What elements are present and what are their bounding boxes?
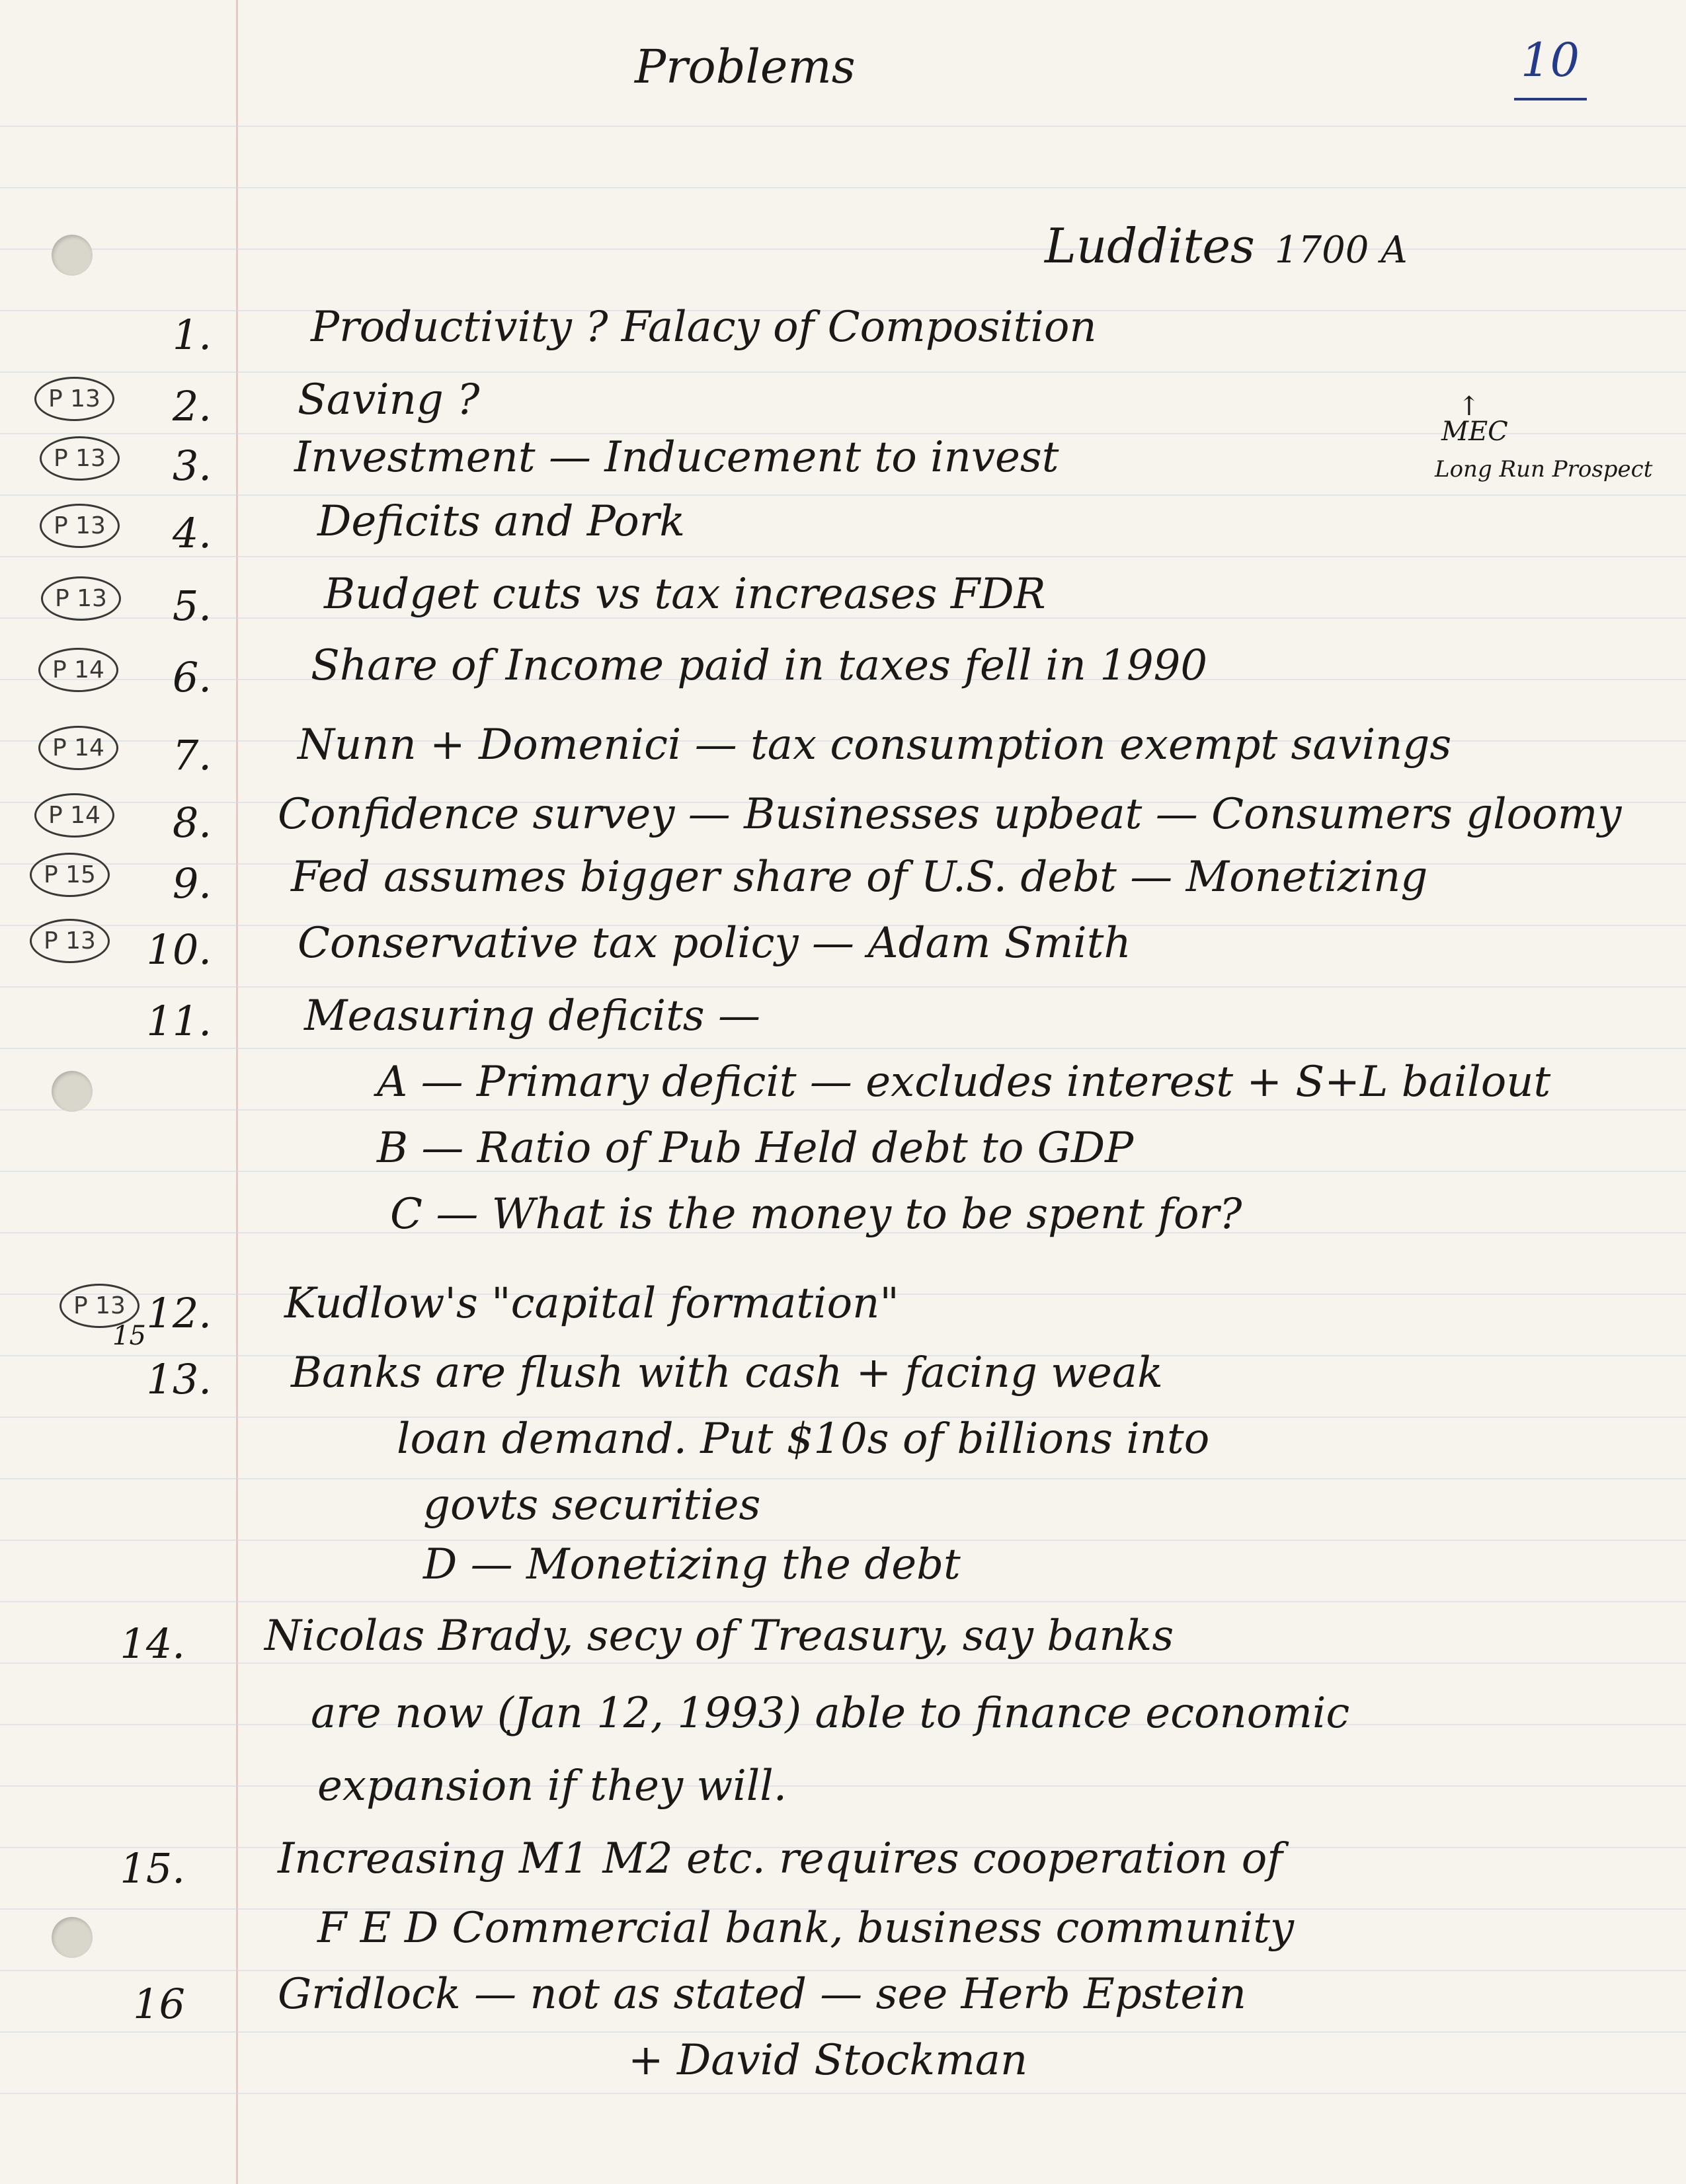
item-text: Measuring deficits —: [304, 992, 760, 1040]
sub-item-a: A — Primary deficit — excludes interest + S+L bailout: [377, 1058, 1551, 1107]
item-text: Conservative tax policy — Adam Smith: [298, 919, 1131, 968]
item-text: Increasing M1 M2 etc. requires cooperation of: [278, 1834, 1283, 1883]
ruled-line: [0, 1601, 1686, 1602]
item-text: Nunn + Domenici — tax consumption exempt savings: [298, 721, 1452, 769]
item-text: Banks are flush with cash + facing weak: [291, 1348, 1163, 1397]
item-text: Confidence survey — Businesses upbeat — Consumers gloomy: [278, 790, 1622, 839]
ruled-line: [0, 1785, 1686, 1787]
punch-hole: [52, 235, 93, 276]
page-ref-tag: P 13: [30, 919, 110, 963]
page-ref-tag: P 14: [38, 726, 118, 770]
ruled-line: [0, 126, 1686, 127]
margin-line: [236, 0, 238, 2184]
item-number: 15.: [120, 1844, 185, 1892]
item-number: 4.: [172, 509, 212, 557]
sub-item-d: D — Monetizing the debt: [423, 1540, 961, 1589]
item-text: Gridlock — not as stated — see Herb Epstein: [278, 1970, 1246, 2019]
sub-item-c: C — What is the money to be spent for?: [390, 1190, 1242, 1239]
long-run-note: Long Run Prospect: [1435, 456, 1653, 483]
item-number: 9.: [172, 859, 212, 908]
item-text-continued: are now (Jan 12, 1993) able to finance economic: [311, 1689, 1350, 1738]
item-number: 3.: [172, 442, 212, 490]
arrow-mark: ↑: [1458, 391, 1480, 422]
page-ref-tag: P 15: [30, 853, 110, 897]
ruled-line: [0, 187, 1686, 188]
item-text: Budget cuts vs tax increases FDR: [324, 570, 1046, 619]
item-text: Productivity ? Falacy of Composition: [311, 303, 1097, 352]
item-text-continued: + David Stockman: [628, 2036, 1028, 2085]
item-text-continued: F E D Commercial bank, business community: [317, 1904, 1295, 1953]
item-text: Fed assumes bigger share of U.S. debt — Monetizing: [291, 853, 1428, 902]
page-ref-tag: P 13: [41, 576, 121, 621]
punch-hole: [52, 1917, 93, 1958]
ruled-line: [0, 1048, 1686, 1049]
item-number: 6.: [172, 653, 212, 701]
ruled-line: [0, 2093, 1686, 2094]
item-number: 1.: [172, 311, 212, 359]
item-text: Kudlow's "capital formation": [284, 1279, 899, 1328]
ruled-line: [0, 1478, 1686, 1479]
ruled-line: [0, 494, 1686, 496]
item-text: Deficits and Pork: [317, 497, 686, 546]
punch-hole: [52, 1071, 93, 1112]
item-text: Share of Income paid in taxes fell in 1990: [311, 641, 1208, 690]
item-number: 12.: [146, 1289, 212, 1337]
ruled-line: [0, 1109, 1686, 1111]
page-ref-tag-extra: 15: [112, 1321, 146, 1351]
item-number: 10.: [146, 925, 212, 974]
ruled-line: [0, 986, 1686, 988]
item-text-continued: govts securities: [423, 1481, 761, 1530]
page-ref-tag: P 13: [60, 1284, 140, 1328]
item-text-continued: expansion if they will.: [317, 1762, 787, 1811]
item-number: 16: [133, 1980, 185, 2028]
item-number: 14.: [120, 1619, 185, 1668]
item-number: 7.: [172, 731, 212, 779]
page-ref-tag: P 13: [40, 436, 120, 481]
page-ref-tag: P 14: [34, 793, 114, 838]
page-number: 10: [1521, 33, 1580, 87]
ruled-line: [0, 556, 1686, 557]
mec-note: MEC: [1441, 416, 1508, 447]
sub-item-b: B — Ratio of Pub Held debt to GDP: [377, 1124, 1134, 1173]
page-ref-tag: P 14: [38, 648, 118, 692]
page-title: Problems: [635, 40, 856, 94]
item-number: 11.: [146, 997, 212, 1045]
page-number-underline: [1514, 98, 1587, 100]
item-text-continued: loan demand. Put $10s of billions into: [397, 1415, 1210, 1463]
item-text: Saving ?: [298, 375, 480, 424]
page-ref-tag: P 13: [40, 504, 120, 548]
top-note-year: 1700 A: [1274, 229, 1408, 272]
top-note-text: Luddites: [1045, 218, 1255, 274]
item-number: 13.: [146, 1355, 212, 1403]
ruled-line: [0, 249, 1686, 250]
item-number: 8.: [172, 799, 212, 847]
ruled-line: [0, 2031, 1686, 2033]
item-text: Nicolas Brady, secy of Treasury, say banks: [264, 1612, 1174, 1660]
item-number: 2.: [172, 382, 212, 430]
top-note: [1045, 218, 1408, 274]
item-number: 5.: [172, 582, 212, 630]
item-text: Investment — Inducement to invest: [294, 433, 1059, 482]
ruled-line: [0, 1662, 1686, 1664]
page-ref-tag: P 13: [34, 377, 114, 421]
ruled-line: [0, 371, 1686, 373]
